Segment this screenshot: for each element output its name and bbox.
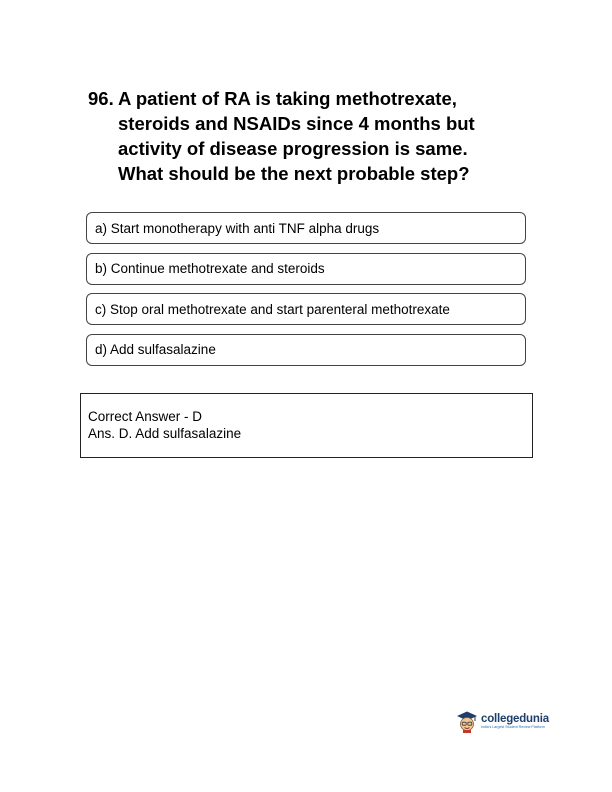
logo-text: collegedunia bbox=[481, 712, 549, 725]
correct-answer: Correct Answer - D bbox=[88, 409, 203, 424]
option-c[interactable] bbox=[86, 293, 526, 325]
option-d-label: d) Add sulfasalazine bbox=[95, 342, 216, 357]
question bbox=[88, 86, 528, 186]
option-a-label: a) Start monotherapy with anti TNF alpha drugs bbox=[95, 220, 380, 236]
option-c-label: c) Stop oral methotrexate and start parenteral methotrexate bbox=[95, 301, 450, 317]
option-b-label: b) Continue methotrexate and steroids bbox=[95, 261, 325, 276]
logo-tagline: India's Largest Student Review Platform bbox=[481, 724, 545, 729]
question-text: A patient of RA is taking methotrexate, steroids and NSAIDs since 4 months but activity of disease progression is same. What should be the next probable step? bbox=[118, 88, 475, 184]
collegedunia-logo bbox=[455, 708, 549, 734]
answer-box bbox=[80, 393, 533, 458]
answer-explanation: Ans. D. Add sulfasalazine bbox=[88, 426, 242, 441]
option-b[interactable] bbox=[86, 253, 526, 285]
graduate-mascot-icon bbox=[455, 709, 479, 733]
options-list bbox=[86, 212, 526, 374]
question-number: 96. bbox=[88, 88, 114, 109]
option-d[interactable] bbox=[86, 334, 526, 366]
option-a[interactable] bbox=[86, 212, 526, 244]
